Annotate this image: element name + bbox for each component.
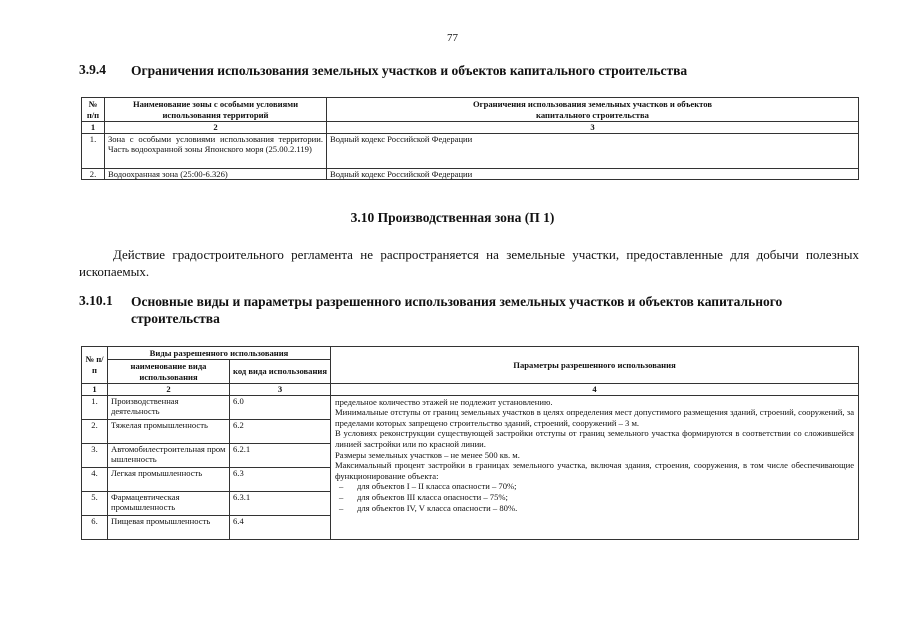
header-type-name: наименование вида использования [108,360,230,384]
zone-name: Зона с особыми условиями использования территории. Часть водоохранной зоны Японского моря (25.00.2.119) [105,133,327,168]
zone-paragraph: Действие градостроительного регламента не распространяется на земельные участки, предоставленные для добычи полезных ископаемых. [79,247,859,279]
index-cell: 3 [327,122,859,134]
header-zone: Наименование зоны с особыми условиями использования территорий [105,98,327,122]
row-number: 2. [82,168,105,180]
params-list-item: – для объектов I – II класса опасности – 70%; [335,481,854,492]
restrictions-table [81,97,859,180]
use-code: 6.2 [230,419,331,443]
use-name: Фармацевтическая промышленность [108,491,230,515]
params-text: предельное количество этажей не подлежит установлению. [335,396,553,407]
table-row [82,395,859,419]
section-number: 3.9.4 [79,62,106,77]
row-number: 1. [82,395,108,419]
header-limits: Ограничения использования земельных участков и объектов капитального строительства [327,98,859,122]
use-name: Легкая промышленность [108,467,230,491]
row-number: 1. [82,133,105,168]
table-row [82,133,859,168]
use-code: 6.3.1 [230,491,331,515]
section-heading-3-9-4 [79,62,869,80]
index-cell: 1 [82,384,108,396]
use-name: Автомобилестроительная промышленность [108,443,230,467]
index-cell: 3 [230,384,331,396]
zone-limit: Водный кодекс Российской Федерации [327,168,859,180]
index-cell: 4 [331,384,859,396]
section-heading-3-10 [0,210,905,226]
params-text: Минимальные отступы от границ земельных участков в целях определения мест допустимого размещения зданий, строений, сооружений, за пределами которых запрещено строительство зданий, строений, сооружений – 3 м. [335,407,855,428]
params-text: Максимальный процент застройки в границах земельного участка, включая здания, строения, сооружения, в том числе обеспечивающие функционирование объекта: [335,460,855,481]
section-title: Ограничения использования земельных участков и объектов капитального строительства [131,63,688,78]
index-cell: 2 [105,122,327,134]
params-text: В условиях реконструкции существующей застройки отступы от границ земельного участка формируются в соответствии со сложившейся линией застройки или по красной линии. [335,428,855,449]
use-name: Производственная деятельность [108,395,230,419]
use-name: Пищевая промышленность [108,515,230,539]
row-number: 6. [82,515,108,539]
use-code: 6.2.1 [230,443,331,467]
zone-limit: Водный кодекс Российской Федерации [327,133,859,168]
row-number: 4. [82,467,108,491]
section-heading-3-10-1 [79,293,869,329]
use-code: 6.0 [230,395,331,419]
use-name: Тяжелая промышленность [108,419,230,443]
zone-name: Водоохранная зона (25:00-6.326) [105,168,327,180]
params-list-item: – для объектов III класса опасности – 75%; [335,492,854,503]
row-number: 5. [82,491,108,515]
use-code: 6.3 [230,467,331,491]
permitted-use-table [81,346,859,540]
index-cell: 2 [108,384,230,396]
index-cell: 1 [82,122,105,134]
row-number: 2. [82,419,108,443]
page-number: 77 [447,32,458,44]
header-num: № п/п [82,98,105,122]
table-row [82,168,859,180]
section-number: 3.10.1 [79,293,113,308]
section-title: 3.10 Производственная зона (П 1) [350,210,555,225]
header-types-group: Виды разрешенного использования [108,347,331,360]
section-title: Основные виды и параметры разрешенного использования земельных участков и объектов капитального строительства [131,294,783,326]
params-list-item: – для объектов IV, V класса опасности – 80%. [335,503,854,514]
row-number: 3. [82,443,108,467]
header-type-code: код вида использования [230,360,331,384]
header-num: № п/п [82,347,108,384]
use-code: 6.4 [230,515,331,539]
header-params: Параметры разрешенного использования [331,347,859,384]
params-cell [331,395,859,539]
params-text: Размеры земельных участков – не менее 500 кв. м. [335,449,520,460]
